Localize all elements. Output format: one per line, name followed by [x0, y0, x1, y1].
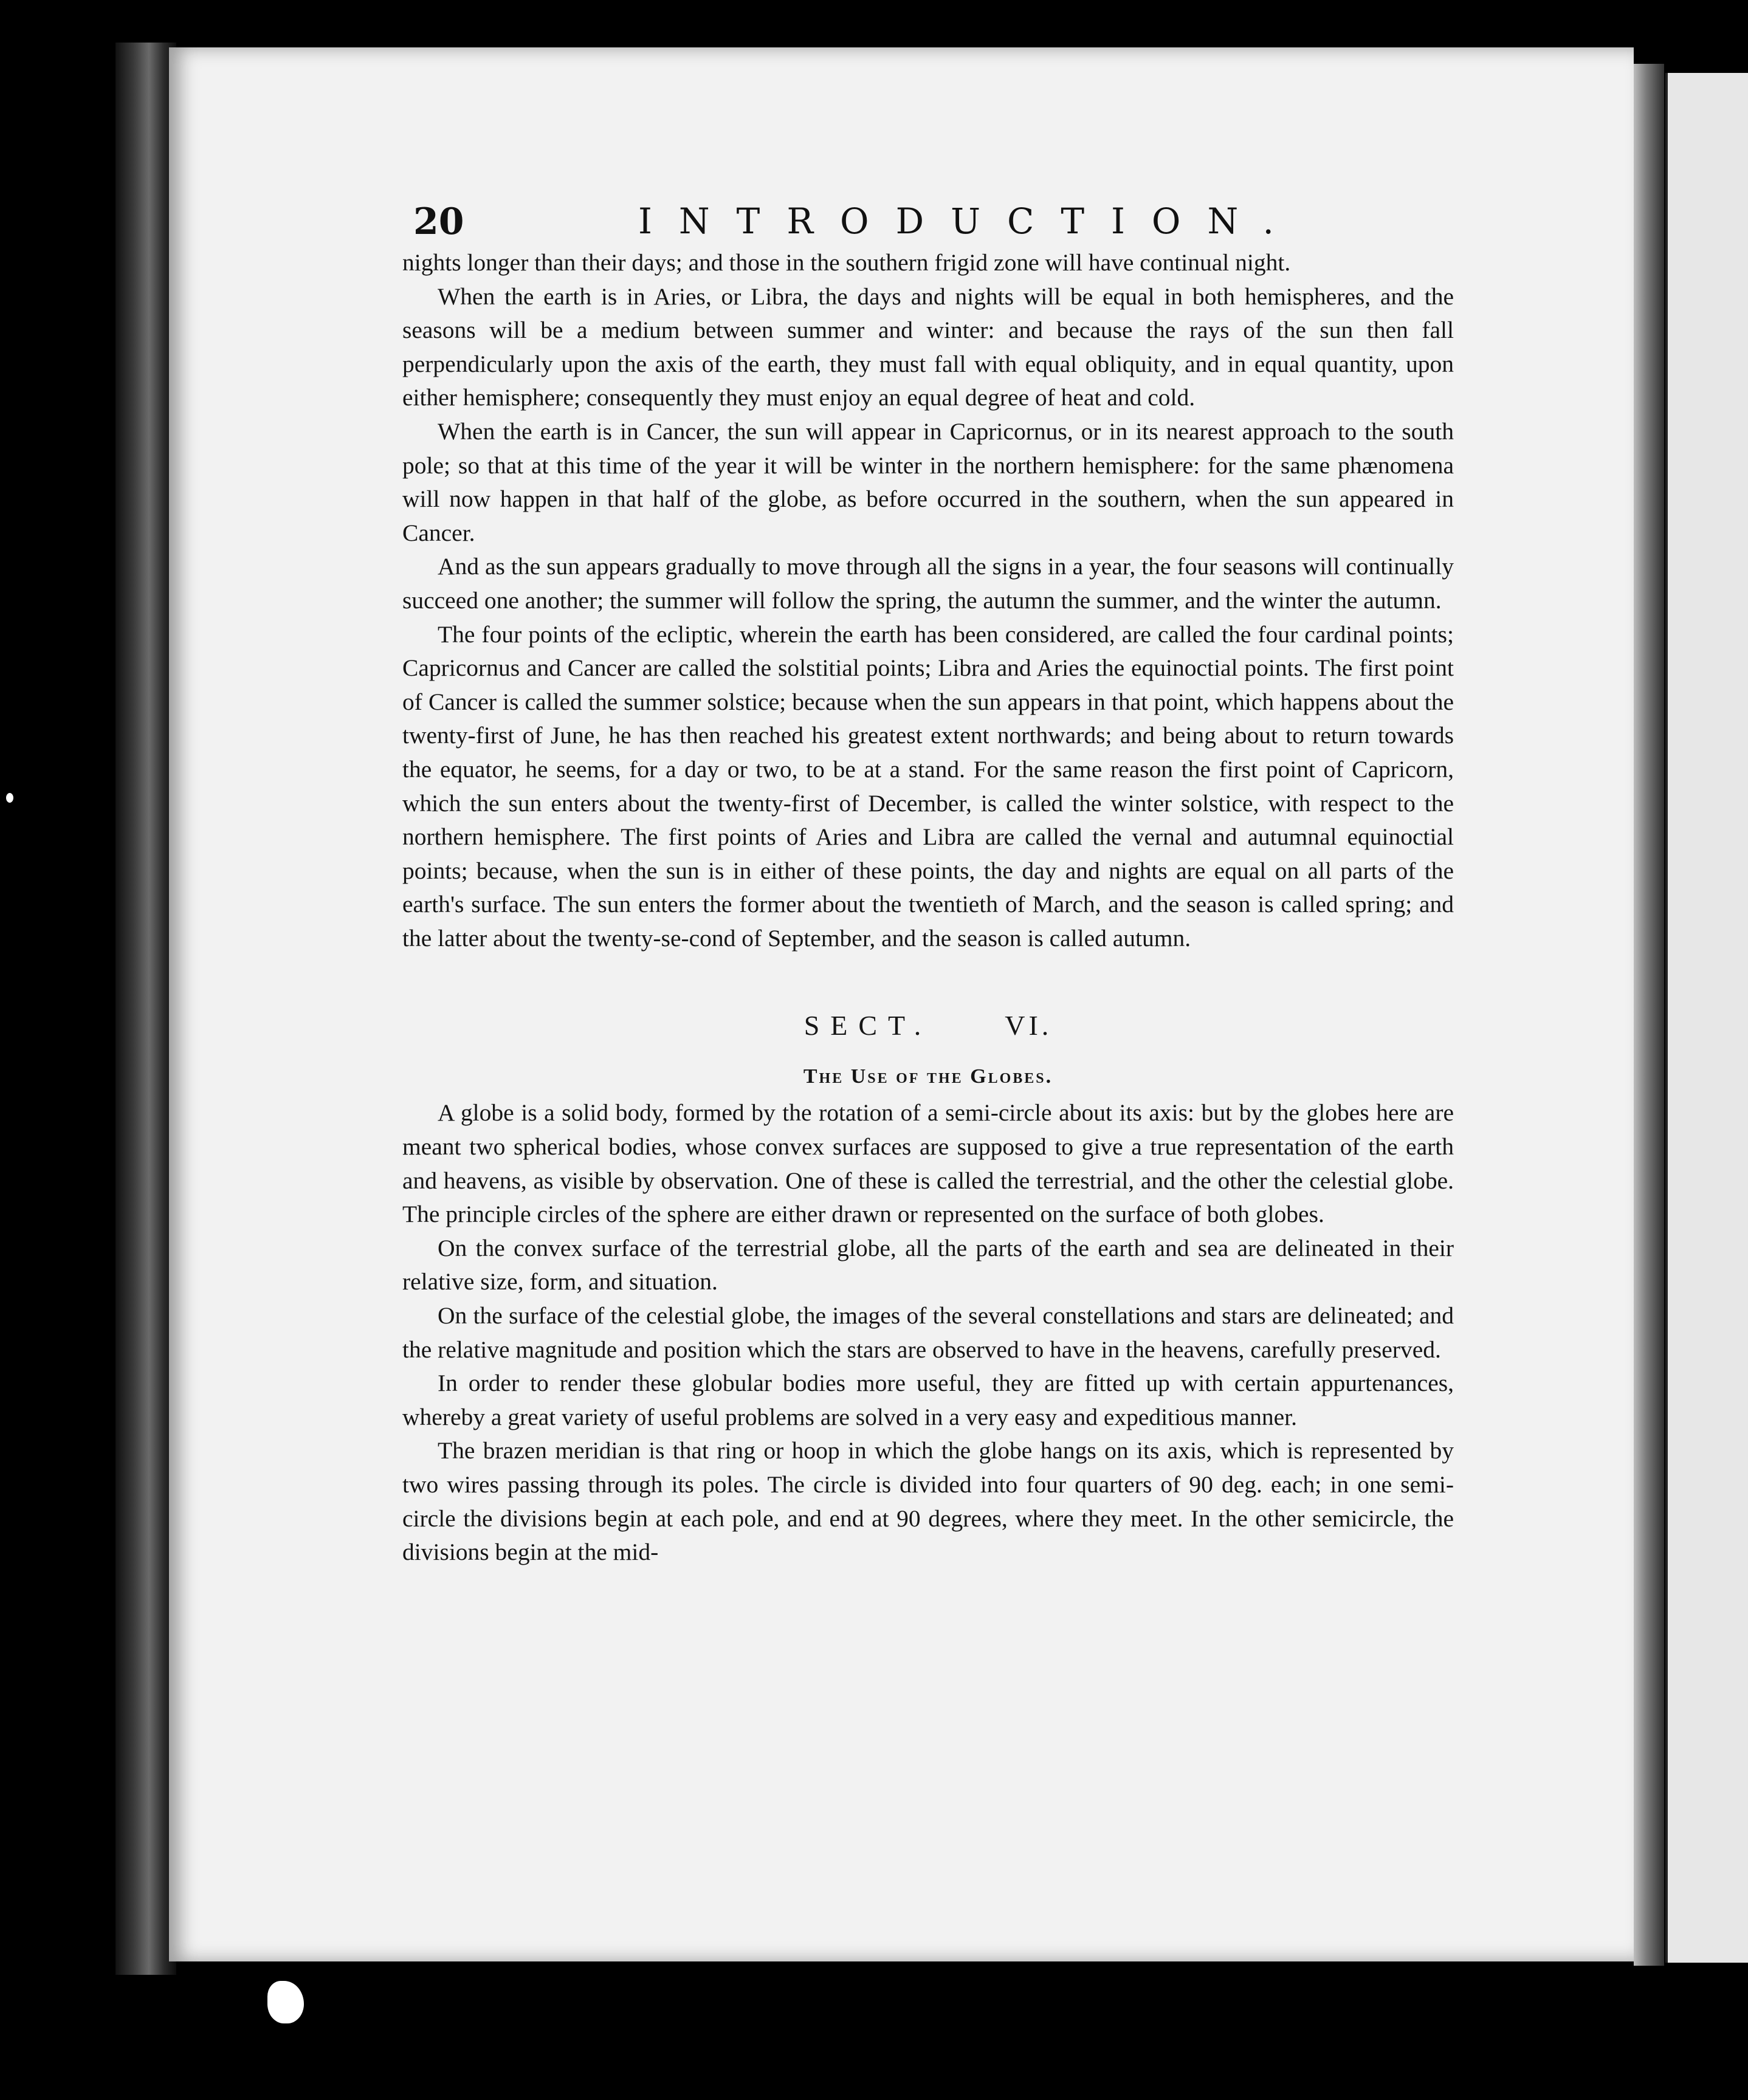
- paragraph: In order to render these globular bodies more useful, they are fitted up with certain appurtenances, whereby a great variety of useful problems are solved in a very easy and expeditious manner.: [402, 1370, 1454, 1430]
- section-heading: [402, 1007, 1454, 1044]
- paragraph: When the earth is in Aries, or Libra, the days and nights will be equal in both hemispheres, and the seasons will be a medium between summer and winter: and because the rays of the sun then fall perpendicularly upon the axis of the earth, they must fall with equal obliquity, and in equal quantity, upon either hemisphere; consequently they must enjoy an equal degree of heat and cold.: [402, 283, 1454, 411]
- paragraph: When the earth is in Cancer, the sun will appear in Capricornus, or in its nearest approach to the south pole; so that at this time of the year it will be winter in the northern hemisphere: for the same phænomena will now happen in that half of the globe, as before occurred in the southern, when the sun appeared in Cancer.: [402, 417, 1454, 546]
- section-label: SECT.: [803, 1010, 932, 1041]
- paragraph: A globe is a solid body, formed by the rotation of a semi-circle about its axis: but by the globes here are meant two spherical bodies, whose convex surfaces are supposed to give a true representation of the earth and heavens, as visible by observation. One of these is called the terrestrial, and the other the celestial globe. The principle circles of the sphere are either drawn or represented on the surface of both globes.: [402, 1099, 1454, 1228]
- page-number: 20: [413, 201, 464, 243]
- paragraph: And as the sun appears gradually to move through all the signs in a year, the four seasons will continually succeed one another; the summer will follow the spring, the autumn the summer, and the winter the autumn.: [402, 553, 1454, 614]
- book-spine: [115, 43, 176, 1975]
- page-fore-edge: [1634, 64, 1664, 1966]
- running-title: INTRODUCTION.: [638, 201, 1301, 242]
- facing-page-edge: [1665, 73, 1748, 1963]
- section-number: VI.: [1005, 1010, 1053, 1041]
- paragraph: nights longer than their days; and those in the southern frigid zone will have continual night.: [402, 249, 1291, 276]
- paragraph: On the convex surface of the terrestrial globe, all the parts of the earth and sea are delineated in their relative size, form, and situation.: [402, 1234, 1454, 1295]
- paragraph: The four points of the ecliptic, wherein the earth has been considered, are called the four cardinal points; Capricornus and Cancer are called the solstitial points; Libra and Aries the equinoctial points. The first point of Cancer is called the summer solstice; because when the sun appears in that point, which happens about the twenty-first of June, he has then reached his greatest extent northwards; and being about to return towards the equator, he seems, for a day or two, to be at a stand. For the same reason the first point of Capricorn, which the sun enters about the twenty-first of December, is called the winter solstice, with respect to the northern hemisphere. The first points of Aries and Libra are called the vernal and autumnal equinoctial points; because, when the sun is in either of these points, the day and nights are equal on all parts of the earth's surface. The sun enters the former about the twentieth of March, and the season is called spring; and the latter about the twenty-se-cond of September, and the season is called autumn.: [402, 620, 1454, 952]
- paragraph: On the surface of the celestial globe, the images of the several constellations and stars are delineated; and the relative magnitude and position which the stars are observed to have in the heavens, carefully preserved.: [402, 1302, 1454, 1363]
- scan-speck: [6, 793, 13, 803]
- subsection-heading: The Use of the Globes.: [803, 1065, 1053, 1088]
- paragraph: The brazen meridian is that ring or hoop in which the globe hangs on its axis, which is represented by two wires passing through its poles. The circle is divided into four quarters of 90 deg. each; in one semi-circle the divisions begin at each pole, and end at 90 degrees, where they meet. In the other semicircle, the divisions begin at the mid-: [402, 1437, 1454, 1566]
- text-column: [402, 246, 1454, 1570]
- scan-speck: [267, 1981, 304, 2023]
